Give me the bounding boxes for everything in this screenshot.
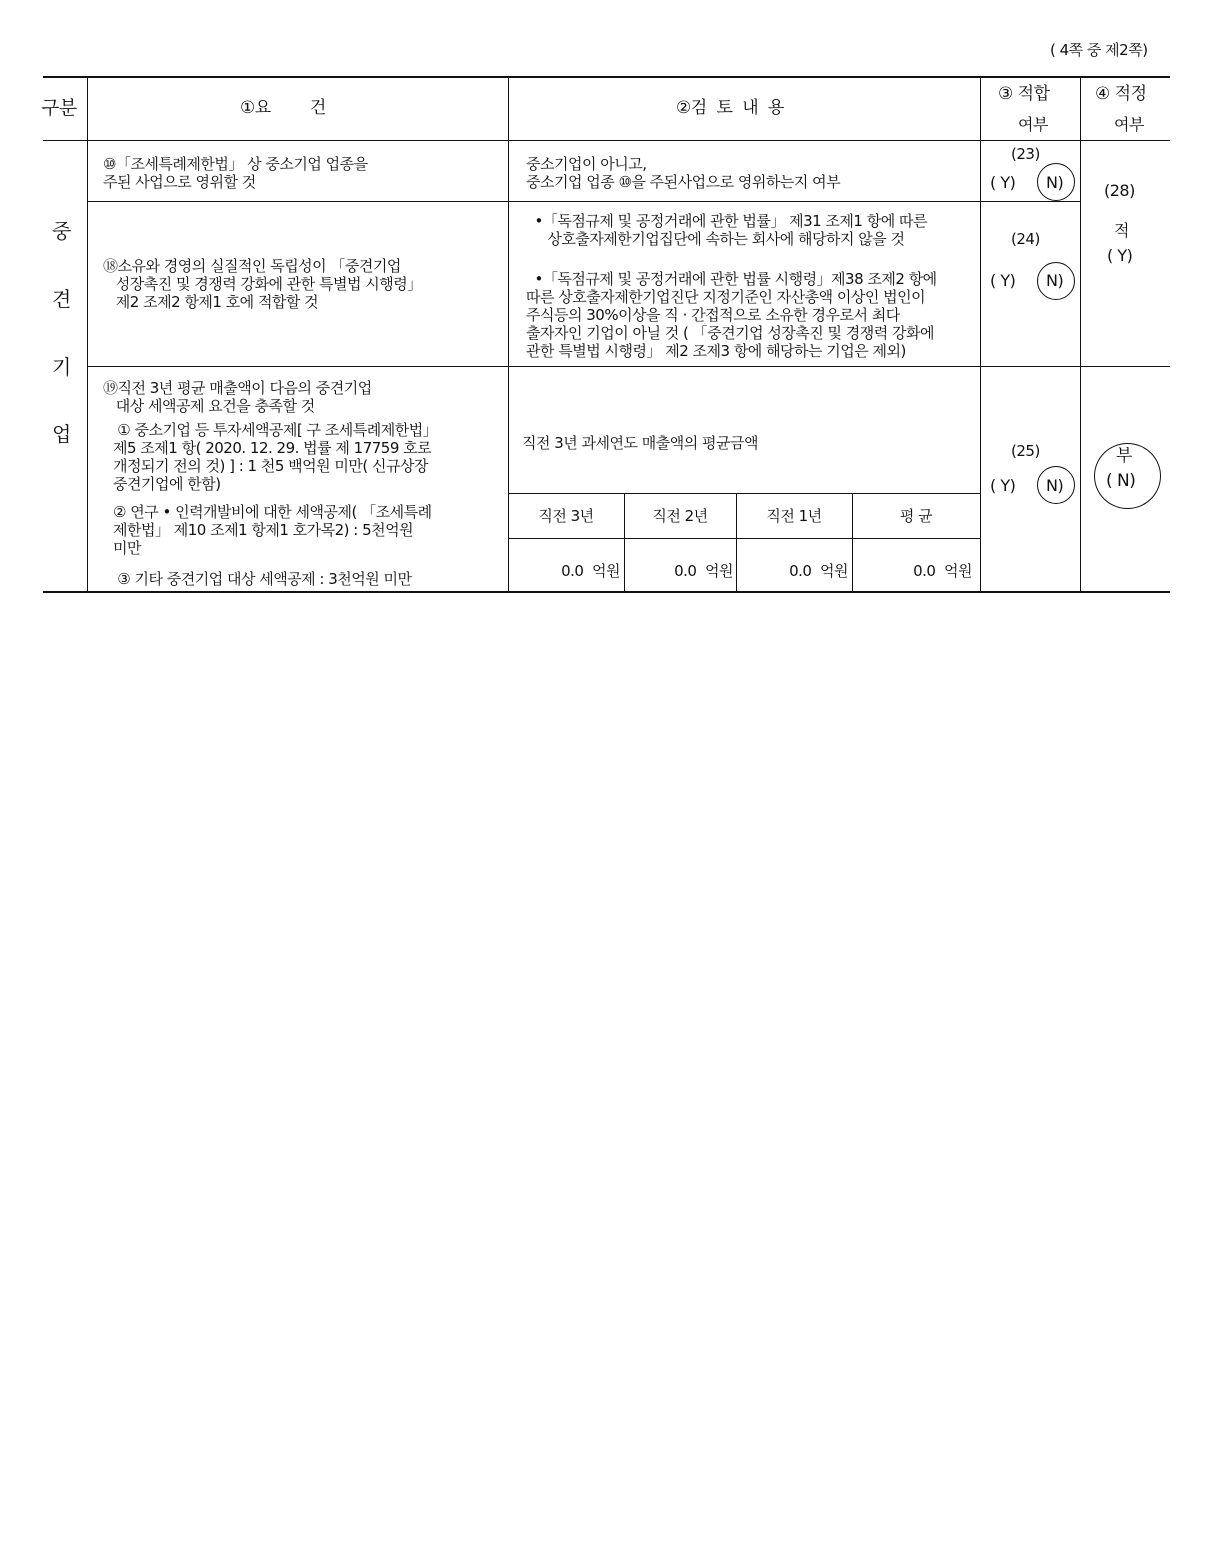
category-char: 중	[52, 219, 71, 243]
sub-header: 직전 2년	[652, 507, 708, 525]
selected-circle-mark	[1037, 262, 1075, 300]
selected-circle-mark	[1037, 466, 1075, 504]
col-divider	[980, 77, 981, 592]
header-fit: ③ 적합	[998, 84, 1050, 104]
header-requirement: ①요 건	[240, 98, 326, 118]
yes-option[interactable]: ( Y)	[990, 476, 1016, 495]
sub-header: 평 균	[899, 507, 933, 525]
code-24: (24)	[1011, 230, 1040, 248]
col-divider	[87, 77, 88, 592]
header-category: 구분	[41, 97, 77, 119]
header-divider	[43, 140, 1170, 141]
code-25: (25)	[1011, 442, 1040, 460]
adequacy-no-label: 부	[1116, 446, 1132, 466]
subtable-divider	[508, 493, 980, 494]
subtable-divider	[508, 538, 980, 539]
requirement-109-item3: ③ 기타 중견기업 대상 세액공제 : 3천억원 미만	[113, 570, 412, 588]
revenue-2y[interactable]: 0.0 억원	[674, 562, 733, 580]
review-108-a: •「독점규제 및 공정거래에 관한 법률」 제31 조제1 항에 따른 상호출자제한기업집단에 속하는 회사에 해당하지 않을 것	[534, 212, 927, 248]
header-fit-2: 여부	[1018, 115, 1048, 134]
requirement-108: ⑱소유와 경영의 실질적인 독립성이 「중견기업 성장촉진 및 경쟁력 강화에 관한 특별법 시행령」 제2 조제2 항제1 호에 적합할 것	[103, 257, 422, 311]
review-108-b: •「독점규제 및 공정거래에 관한 법률 시행령」제38 조제2 항에 따른 상호출자제한기업진단 지정기준인 자산총액 이상인 법인이 주식등의 30%이상을 직 · 간접적으로 소유한 경우로서 최다 출자자인 기업이 아닐 것 ( 「중견기업 성장촉진 및 경쟁력 강화에 관한 특별법 시행령」 제2 조제3 항에 해당하는 기업은 제외)	[526, 270, 937, 360]
code-23: (23)	[1011, 145, 1040, 163]
revenue-average[interactable]: 0.0 억원	[913, 562, 972, 580]
review-107: 중소기업이 아니고, 중소기업 업종 ⑩을 주된사업으로 영위하는지 여부	[526, 155, 841, 191]
requirement-109-item1: ① 중소기업 등 투자세액공제[ 구 조세특례제한법」 제5 조제1 항( 2020. 12. 29. 법률 제 17759 호로 개정되기 전의 것) ] : 1 천5 백억원 미만( 신규상장 중견기업에 한함)	[113, 421, 438, 493]
col-divider	[1080, 77, 1081, 592]
yes-option[interactable]: ( Y)	[990, 173, 1016, 192]
category-char: 견	[52, 287, 71, 311]
revenue-3y[interactable]: 0.0 억원	[561, 562, 620, 580]
sub-header: 직전 1년	[766, 507, 822, 525]
no-option[interactable]: N)	[1046, 271, 1064, 290]
header-adequacy: ④ 적정	[1095, 84, 1147, 104]
category-char: 업	[52, 422, 71, 446]
sub-header: 직전 3년	[538, 507, 594, 525]
adequacy-no-mark[interactable]: ( N)	[1106, 471, 1136, 491]
code-28: (28)	[1104, 181, 1135, 200]
requirement-109-item2: ② 연구 • 인력개발비에 대한 세액공제( 「조세특례 제한법」 제10 조제1 항제1 호가목2) : 5천억원 미만	[113, 503, 432, 557]
page-indicator: ( 4쪽 중 제2쪽)	[1050, 41, 1148, 59]
header-review: ②검 토 내 용	[676, 98, 784, 118]
requirement-109: ⑲직전 3년 평균 매출액이 다음의 중견기업 대상 세액공제 요건을 충족할 것	[103, 379, 372, 415]
requirement-107: ⑩「조세특례제한법」 상 중소기업 업종을 주된 사업으로 영위할 것	[103, 155, 368, 191]
adequacy-yes-label: 적	[1114, 221, 1129, 240]
review-109: 직전 3년 과세연도 매출액의 평균금액	[522, 434, 758, 452]
selected-circle-mark	[1037, 163, 1075, 201]
header-adequacy-2: 여부	[1114, 115, 1144, 134]
table-top-border	[43, 76, 1170, 78]
revenue-1y[interactable]: 0.0 억원	[789, 562, 848, 580]
category-char: 기	[52, 355, 71, 379]
no-option[interactable]: N)	[1046, 173, 1064, 192]
adequacy-yes-mark[interactable]: ( Y)	[1107, 246, 1133, 265]
row-divider	[87, 366, 1170, 367]
no-option[interactable]: N)	[1046, 476, 1064, 495]
yes-option[interactable]: ( Y)	[990, 271, 1016, 290]
row-divider	[87, 201, 1080, 202]
table-bottom-border	[43, 591, 1170, 593]
